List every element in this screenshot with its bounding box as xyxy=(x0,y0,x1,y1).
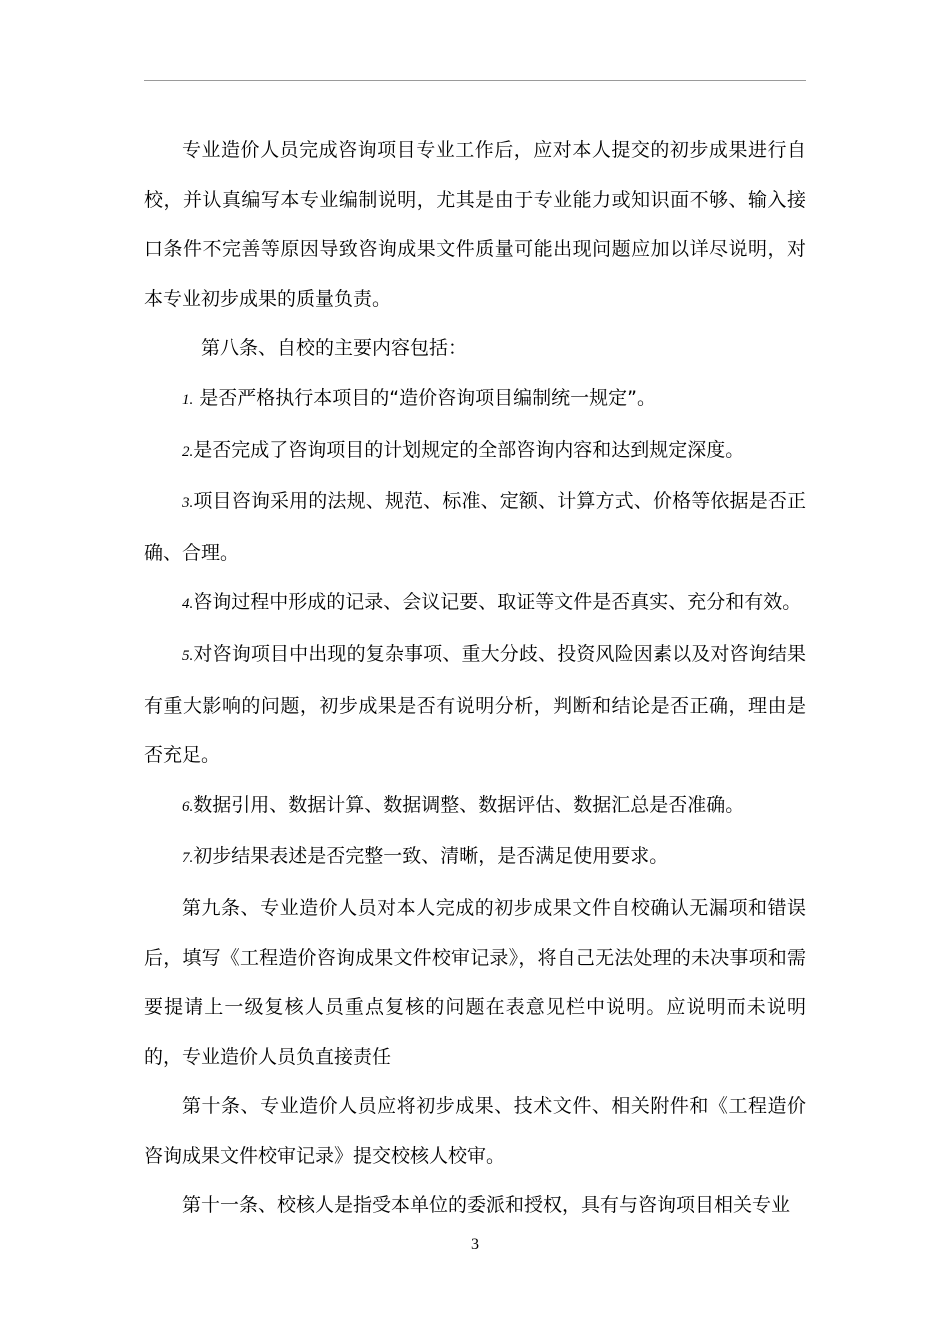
list-item xyxy=(144,630,806,781)
list-item-text: 是否完成了咨询项目的计划规定的全部咨询内容和达到规定深度。 xyxy=(193,438,745,461)
page-number: 3 xyxy=(471,1236,479,1253)
body-text xyxy=(144,126,806,1231)
list-item-number: 5. xyxy=(182,647,194,664)
paragraph: 专业造价人员完成咨询项目专业工作后，应对本人提交的初步成果进行自校，并认真编写本专业编制说明，尤其是由于专业能力或知识面不够、输入接口条件不完善等原因导致咨询成果文件质量可能出现问题应加以详尽说明，对本专业初步成果的质量负责。 xyxy=(144,139,806,310)
list-item-number: 4. xyxy=(182,596,194,613)
list-item-number: 2. xyxy=(182,443,194,460)
list-item-text: 咨询过程中形成的记录、会议记要、取证等文件是否真实、充分和有效。 xyxy=(193,591,802,614)
list-item xyxy=(144,832,806,884)
list-item-text: 初步结果表述是否完整一致、清晰，是否满足使用要求。 xyxy=(193,845,669,868)
list-item xyxy=(144,477,806,578)
list-item-number: 6. xyxy=(182,798,194,815)
header-divider xyxy=(144,80,806,81)
section-heading-article-8: 第八条、自校的主要内容包括： xyxy=(201,337,468,360)
list-item-text: 对咨询项目中出现的复杂事项、重大分歧、投资风险因素以及对咨询结果有重大影响的问题，初步成果是否有说明分析，判断和结论是否正确，理由是否充足。 xyxy=(144,642,806,767)
paragraph-article-10: 第十条、专业造价人员应将初步成果、技术文件、相关附件和《工程造价咨询成果文件校审记录》提交校核人校审。 xyxy=(144,1095,806,1167)
list-item-text: 是否严格执行本项目的“造价咨询项目编制统一规定”。 xyxy=(193,386,656,409)
list-item-text: 数据引用、数据计算、数据调整、数据评估、数据汇总是否准确。 xyxy=(193,793,745,816)
list-item xyxy=(144,374,806,426)
paragraph-article-9: 第九条、专业造价人员对本人完成的初步成果文件自校确认无漏项和错误后，填写《工程造价咨询成果文件校审记录》，将自己无法处理的未决事项和需要提请上一级复核人员重点复核的问题在表意见栏中说明。应说明而未说明的，专业造价人员负直接责任 xyxy=(144,896,806,1068)
list-item-number: 3. xyxy=(182,495,194,512)
list-item-number: 7. xyxy=(182,850,194,867)
list-item xyxy=(144,426,806,478)
list-item xyxy=(144,781,806,833)
list-item-number: 1. xyxy=(182,391,194,408)
list-item xyxy=(144,578,806,630)
paragraph-article-11: 第十一条、校核人是指受本单位的委派和授权，具有与咨询项目相关专业 xyxy=(182,1194,791,1217)
list-item-text: 项目咨询采用的法规、规范、标准、定额、计算方式、价格等依据是否正确、合理。 xyxy=(144,490,806,564)
